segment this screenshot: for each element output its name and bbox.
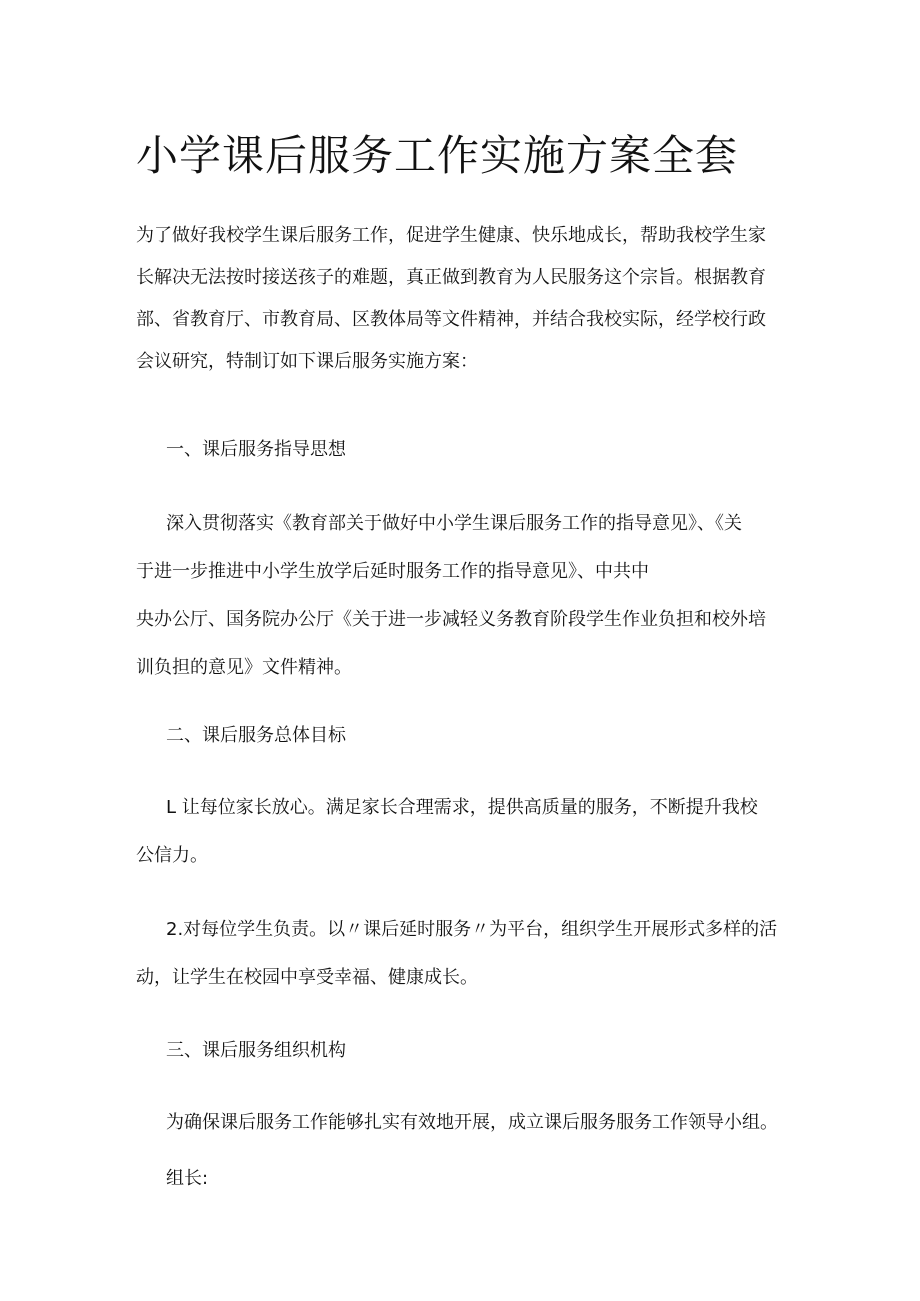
section-1-line-3: 央办公厅、国务院办公厅《关于进一步减轻义务教育阶段学生作业负担和校外培 [136, 609, 766, 630]
section-2-heading: 二、课后服务总体目标 [166, 725, 346, 746]
section-1-line-2: 于进一步推进中小学生放学后延时服务工作的指导意见》、中共中 [136, 561, 649, 582]
goal-item-1 [136, 784, 796, 880]
section-1-line-1: 深入贯彻落实《教育部关于做好中小学生课后服务工作的指导意见》、《关 [166, 513, 742, 534]
section-1-paragraph [136, 500, 796, 692]
intro-line-3: 部、省教育厅、市教育局、区教体局等文件精神，并结合我校实际，经学校行政 [136, 309, 766, 330]
section-1-line-4: 训负担的意见》文件精神。 [136, 657, 352, 678]
section-3-intro-line: 为确保课后服务工作能够扎实有效地开展，成立课后服务服务工作领导小组。 [166, 1112, 778, 1133]
leader-label: 组长: [166, 1168, 209, 1189]
goal-item-2-line-1: 2.对每位学生负责。以〃课后延时服务〃为平台，组织学生开展形式多样的活 [166, 919, 778, 940]
goal-item-1-line-1: L 让每位家长放心。满足家长合理需求，提供高质量的服务，不断提升我校 [166, 797, 758, 818]
intro-paragraph [136, 215, 796, 383]
goal-item-2-line-2: 动，让学生在校园中享受幸福、健康成长。 [136, 967, 478, 988]
intro-line-4: 会议研究，特制订如下课后服务实施方案： [136, 351, 478, 372]
document-title: 小学课后服务工作实施方案全套 [136, 131, 739, 180]
goal-item-2 [136, 906, 796, 1002]
goal-item-1-line-2: 公信力。 [136, 845, 208, 866]
section-1-heading: 一、课后服务指导思想 [166, 439, 346, 460]
section-3-heading: 三、课后服务组织机构 [166, 1040, 346, 1061]
intro-line-2: 长解决无法按时接送孩子的难题，真正做到教育为人民服务这个宗旨。根据教育 [136, 267, 766, 288]
intro-line-1: 为了做好我校学生课后服务工作，促进学生健康、快乐地成长，帮助我校学生家 [136, 225, 766, 246]
leader-label-paragraph [166, 1158, 826, 1200]
section-3-intro [166, 1102, 826, 1144]
